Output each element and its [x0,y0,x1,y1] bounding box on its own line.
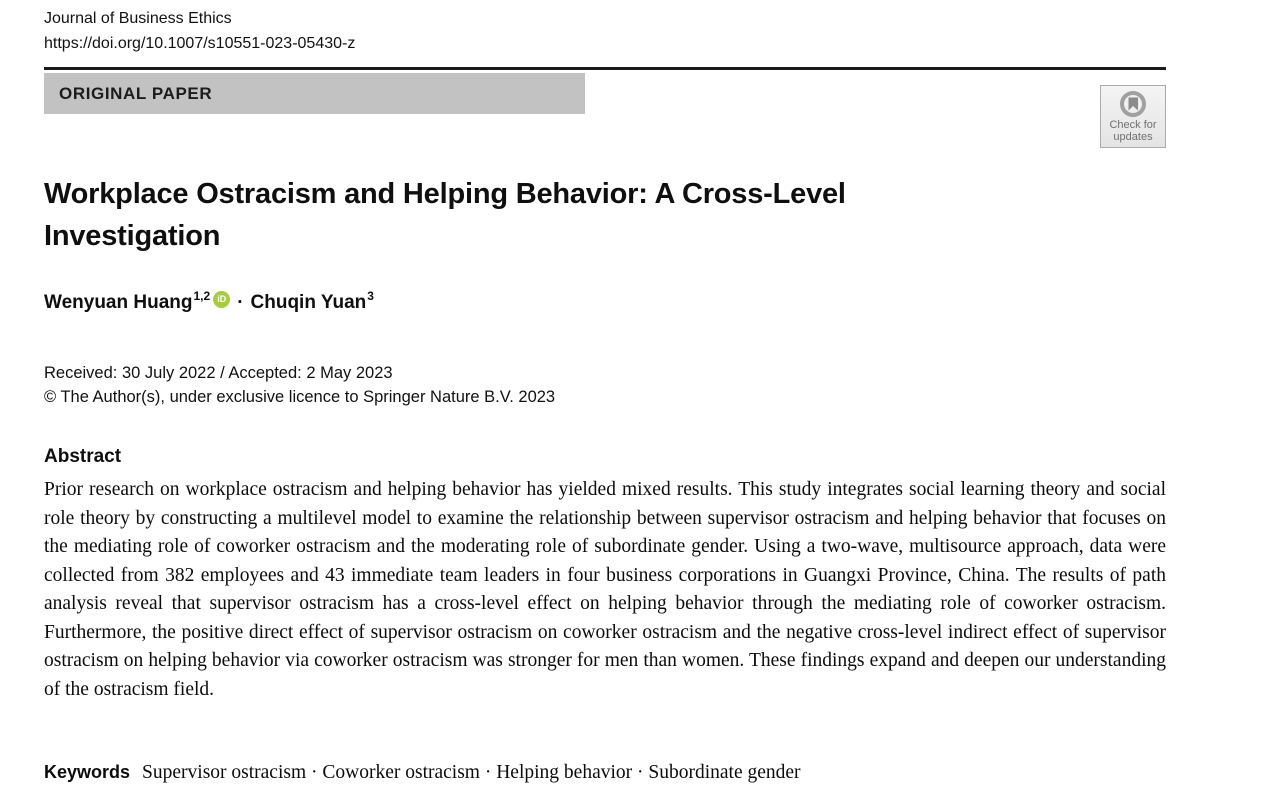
author-2-affiliation-superscript: 3 [367,289,374,303]
article-type-label: ORIGINAL PAPER [59,83,213,103]
copyright-line: © The Author(s), under exclusive licence to Springer Nature B.V. 2023 [44,388,556,406]
author-name-2: Chuqin Yuan [250,292,367,313]
author-name-1: Wenyuan Huang [44,292,193,313]
doi-link[interactable]: https://doi.org/10.1007/s10551-023-05430-z [44,35,356,52]
paper-title: Workplace Ostracism and Helping Behavior: A Cross-Level Investigation [44,178,846,252]
check-for-updates-label-line2: updates [1113,131,1153,143]
keywords-line [44,761,801,784]
author-separator: · [237,292,244,313]
orcid-icon[interactable]: iD [213,291,230,308]
journal-name: Journal of Business Ethics [44,10,232,27]
keywords-label: Keywords [44,762,131,782]
article-type-banner [44,73,585,114]
abstract-heading: Abstract [44,446,122,467]
check-for-updates-label-line1: Check for [1109,119,1157,131]
abstract-text: Prior research on workplace ostracism and helping behavior has yielded mixed results. This study integrates social learning theory and social role theory by constructing a multilevel model to examine the relationship between supervisor ostracism and helping behavior that focuses on the mediating role of coworker ostracism and the moderating role of subordinate gender. Using a two-wave, multisource approach, data were collected from 382 employees and 43 immediate team leaders in four business corporations in Guangxi Province, China. The results of path analysis reveal that supervisor ostracism has a cross-level effect on helping behavior through the mediating role of coworker ostracism. Furthermore, the positive direct effect of supervisor ostracism on coworker ostracism and the negative cross-level indirect effect of supervisor ostracism on helping behavior via coworker ostracism was stronger for men than women. These findings expand and deepen our understanding of the ostracism field. [44,479,1166,700]
received-accepted-dates: Received: 30 July 2022 / Accepted: 2 May 2023 [44,364,393,382]
page-content [44,0,1166,798]
crossmark-icon [1118,89,1148,119]
author-1-affiliation-superscript: 1,2 [193,289,211,303]
keywords-list: Supervisor ostracism · Coworker ostracism · Helping behavior · Subordinate gender [142,762,801,783]
check-for-updates-badge[interactable] [1100,85,1166,148]
authors-line [44,289,374,314]
header-rule [44,67,1166,70]
